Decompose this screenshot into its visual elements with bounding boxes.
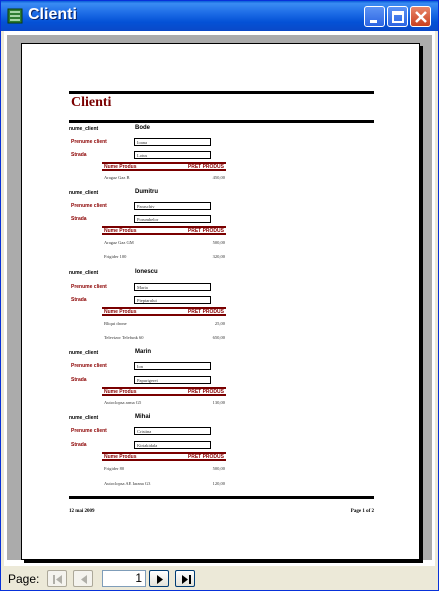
page-number-input[interactable]: 1 (102, 570, 146, 587)
footer-date: 12 mai 2009 (69, 509, 95, 514)
strada-box: Porumbelor (134, 215, 211, 223)
previous-page-icon (74, 571, 94, 588)
strada-box: Kiriakidala (134, 441, 211, 449)
prenume-client-label: Prenume client (71, 363, 107, 369)
product-name-header: Nume Produs (104, 228, 137, 234)
footer-rule (69, 496, 374, 499)
strada-box: Papurigerei (134, 376, 211, 384)
product-price: 120,00 (212, 481, 225, 486)
close-button[interactable] (410, 6, 431, 27)
product-name-header: Nume Produs (104, 389, 137, 395)
prenume-client-label: Prenume client (71, 139, 107, 145)
nume-client-value: Ionescu (135, 269, 158, 275)
product-name: Frigider 100 (104, 254, 127, 259)
minimize-button[interactable] (364, 6, 385, 27)
prenume-client-box: Ion (134, 362, 211, 370)
products-header (102, 452, 226, 461)
next-page-button[interactable] (149, 570, 169, 587)
prenume-client-label: Prenume client (71, 428, 107, 434)
close-icon (411, 7, 432, 28)
prenume-client-box: Maria (134, 283, 211, 291)
product-price: 500,00 (212, 466, 225, 471)
strada-label: Strada (71, 152, 87, 158)
first-page-icon (48, 571, 68, 588)
report-title: Clienti (71, 95, 112, 110)
product-price-header: PRET PRODUS (187, 309, 224, 315)
page-navigation-bar (1, 567, 438, 590)
product-name: Televizor Telefunk 60 (104, 335, 144, 340)
product-price: 130,00 (212, 400, 225, 405)
prenume-client-box: Cristina (134, 427, 211, 435)
nume-client-label: nume_client (69, 190, 99, 196)
products-header (102, 226, 226, 235)
nume-client-value: Mihai (135, 414, 151, 420)
products-header (102, 387, 226, 396)
strada-label: Strada (71, 297, 87, 303)
product-price-header: PRET PRODUS (187, 389, 224, 395)
minimize-icon (365, 7, 386, 28)
maximize-icon (388, 7, 409, 28)
header-rule-top (69, 91, 374, 94)
previous-page-button[interactable] (73, 570, 93, 587)
header-rule-bottom (69, 120, 374, 123)
product-name-header: Nume Produs (104, 309, 137, 315)
product-price-header: PRET PRODUS (187, 454, 224, 460)
nume-client-label: nume_client (69, 270, 99, 276)
strada-label: Strada (71, 216, 87, 222)
preview-frame (4, 31, 435, 566)
page-label: Page: (8, 572, 40, 586)
product-name: Frigider 80 (104, 466, 125, 471)
nume-client-value: Marin (135, 349, 152, 355)
product-price: 25,00 (214, 321, 225, 326)
product-price: 650,00 (212, 335, 225, 340)
product-price-header: PRET PRODUS (187, 228, 224, 234)
prenume-client-box: Paraschiv (134, 202, 211, 210)
prenume-client-box: Ioana (134, 138, 211, 146)
nume-client-value: Dumitru (135, 189, 158, 195)
maximize-button[interactable] (387, 6, 408, 27)
report-icon (7, 8, 23, 24)
last-page-icon (176, 571, 196, 588)
product-name-header: Nume Produs (104, 454, 137, 460)
title-bar[interactable] (1, 1, 438, 31)
product-price: 450,00 (212, 175, 225, 180)
products-header (102, 162, 226, 171)
next-page-icon (150, 571, 170, 588)
product-price: 500,00 (212, 240, 225, 245)
window-title: Clienti (28, 6, 77, 23)
nume-client-label: nume_client (69, 415, 99, 421)
report-page (21, 43, 420, 560)
last-page-button[interactable] (175, 570, 195, 587)
footer-page-number: Page 1 of 2 (350, 509, 374, 514)
first-page-button[interactable] (47, 570, 67, 587)
prenume-client-label: Prenume client (71, 284, 107, 290)
nume-client-value: Bode (135, 125, 150, 131)
prenume-client-label: Prenume client (71, 203, 107, 209)
strada-label: Strada (71, 377, 87, 383)
product-name: Aragaz Gaz B (104, 175, 130, 180)
product-price: 320,00 (212, 254, 225, 259)
strada-label: Strada (71, 442, 87, 448)
strada-box: Lotus (134, 151, 211, 159)
nume-client-label: nume_client (69, 126, 99, 132)
preview-canvas[interactable] (7, 35, 432, 560)
product-name: Aragaz Gaz GM (104, 240, 134, 245)
strada-box: Pieptarului (134, 296, 211, 304)
report-body (22, 44, 421, 561)
products-header (102, 307, 226, 316)
product-price-header: PRET PRODUS (187, 164, 224, 170)
nume-client-label: nume_client (69, 350, 99, 356)
product-name: Bliqui drone (104, 321, 127, 326)
product-name-header: Nume Produs (104, 164, 137, 170)
product-name: Autoclopsa AE Iarana G3 (104, 481, 151, 486)
product-name: Autoclopsa arma G5 (104, 400, 142, 405)
